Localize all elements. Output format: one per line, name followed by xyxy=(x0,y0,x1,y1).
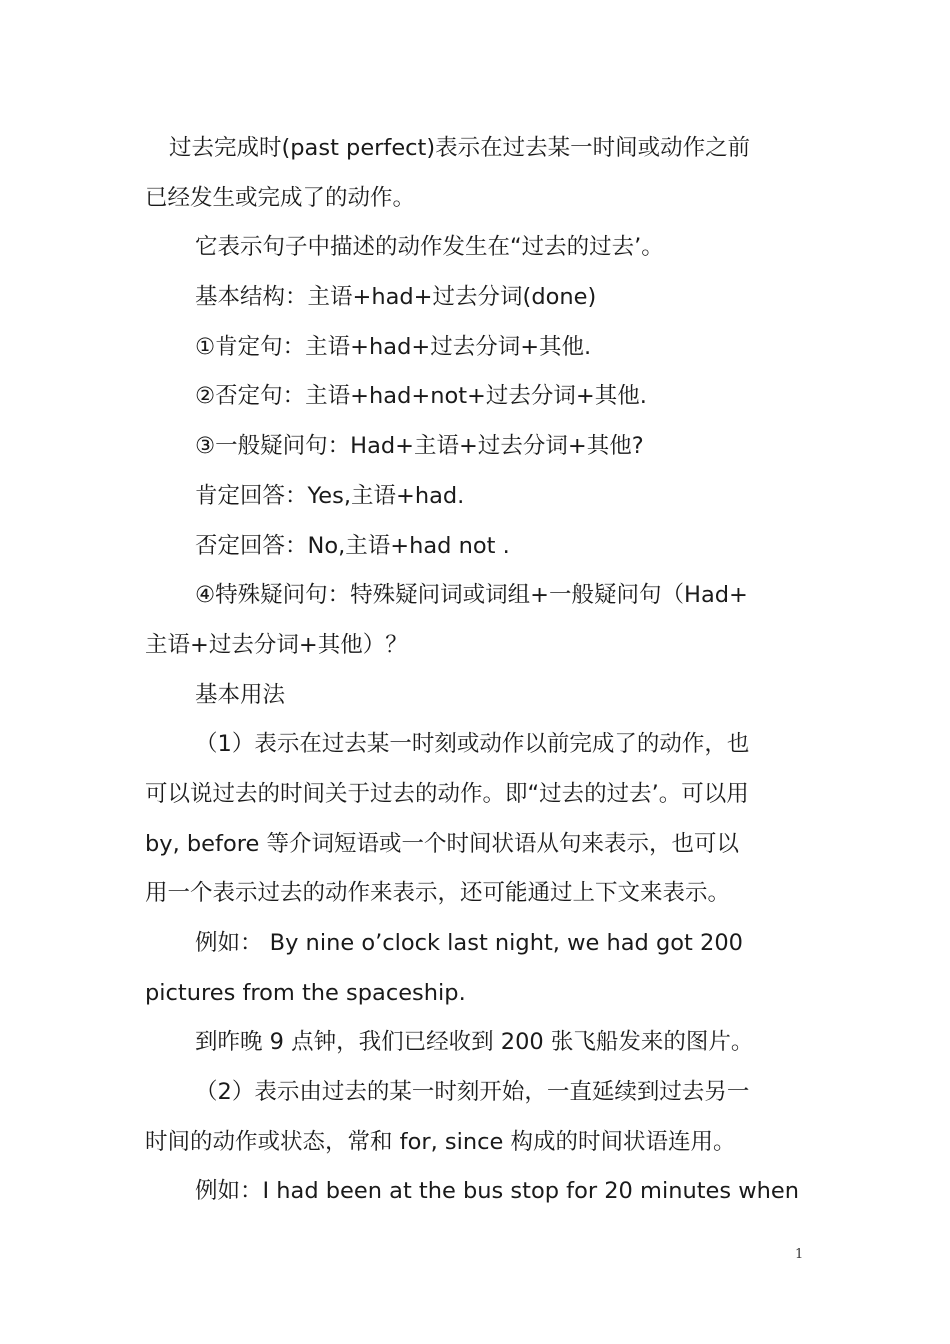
negative-line: ②否定句：主语+had+not+过去分词+其他. xyxy=(195,383,647,410)
paragraph-line: 主语+过去分词+其他）？ xyxy=(145,631,408,658)
affirmative-answer-line: 肯定回答：Yes,主语+had. xyxy=(195,482,465,509)
example-line: 例如： By nine o’clock last night, we had got 200 xyxy=(195,930,743,956)
paragraph-line: 时间的动作或状态，常和 for, since 构成的时间状语连用。 xyxy=(145,1128,736,1155)
usage-1-line: （1）表示在过去某一时刻或动作以前完成了的动作，也 xyxy=(195,731,750,758)
special-question-line: ④特殊疑问句：特殊疑问词或词组+一般疑问句（Had+ xyxy=(195,582,748,609)
example-line: 例如：I had been at the bus stop for 20 minutes when xyxy=(195,1178,800,1205)
usage-2-line: （2）表示由过去的某一时刻开始，一直延续到过去另一 xyxy=(195,1079,750,1106)
paragraph-line: 过去完成时(past perfect)表示在过去某一时间或动作之前 xyxy=(169,135,751,161)
document-body xyxy=(145,124,810,1217)
negative-answer-line: 否定回答：No,主语+had not . xyxy=(195,532,510,559)
general-question-line: ③一般疑问句：Had+主语+过去分词+其他? xyxy=(195,433,644,460)
paragraph-line: 可以说过去的时间关于过去的动作。即“过去的过去’。可以用 xyxy=(145,780,749,807)
section-heading: 基本用法 xyxy=(195,681,286,708)
paragraph-line: 用一个表示过去的动作来表示，还可能通过上下文来表示。 xyxy=(145,880,731,907)
paragraph-line: by, before 等介词短语或一个时间状语从句来表示，也可以 xyxy=(145,830,739,857)
structure-line: 基本结构：主语+had+过去分词(done) xyxy=(195,284,597,311)
page-number: 1 xyxy=(795,1247,804,1262)
paragraph-line: pictures from the spaceship. xyxy=(145,979,466,1006)
paragraph-line: 已经发生或完成了的动作。 xyxy=(145,184,416,211)
affirmative-line: ①肯定句：主语+had+过去分词+其他. xyxy=(195,333,592,360)
translation-line: 到昨晚 9 点钟，我们已经收到 200 张飞船发来的图片。 xyxy=(195,1029,754,1056)
paragraph-line: 它表示句子中描述的动作发生在“过去的过去’。 xyxy=(195,234,664,261)
